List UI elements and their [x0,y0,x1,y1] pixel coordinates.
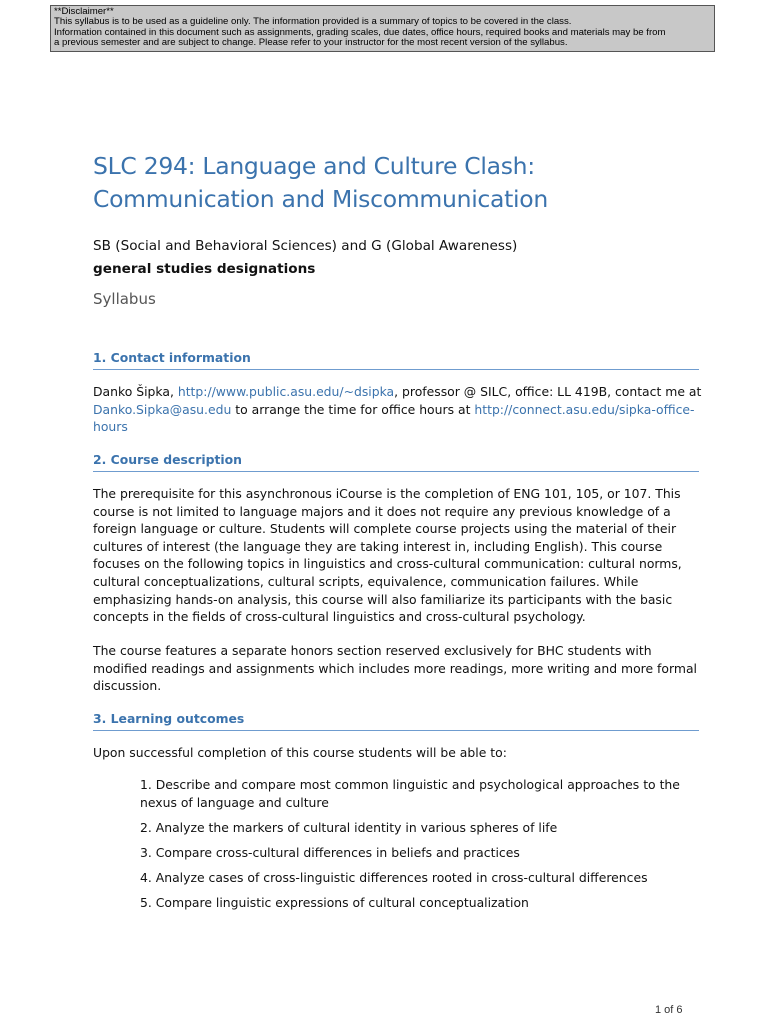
subtitle-line-1: SB (Social and Behavioral Sciences) and G (Global Awareness) [93,238,518,254]
section-heading-description: 2. Course description [93,451,699,472]
title-line-2: Communication and Miscommunication [93,185,548,213]
title-line-1: SLC 294: Language and Culture Clash: [93,152,535,180]
list-item: 1. Describe and compare most common linguistic and psychological approaches to the nexus of language and culture [140,777,680,810]
disclaimer-line: Information contained in this document such as assignments, grading scales, due dates, office hours, required books and materials may be from [54,27,666,38]
description-paragraph-1: The prerequisite for this asynchronous iCourse is the completion of ENG 101, 105, or 107. This course is not limited to language majors and it does not require any previous knowledge of a foreign language or culture. Students will complete course projects using the material of their cultures of interest (the language they are taking interest in, including English). This course focuses on the following topics in linguistics and cross-cultural communication: cultural norms, cultural conceptualizations, cultural scripts, equivalence, communication failures. While emphasizing hands-on analysis, this course will also familiarize its participants with the basic concepts in the fields of cross-cultural linguistics and cross-cultural psychology. [93,486,682,625]
description-paragraph-2: The course features a separate honors section reserved exclusively for BHC students with modified readings and assignments which includes more readings, more writing and more formal discussion. [93,643,697,694]
disclaimer-line: This syllabus is to be used as a guideline only. The information provided is a summary of topics to be covered in the class. [54,17,572,28]
document-title [93,150,733,216]
disclaimer-line: **Disclaimer** [54,7,114,17]
contact-text: to arrange the time for office hours at [231,401,475,417]
email-link[interactable]: Danko.Sipka@asu.edu [93,401,232,417]
section-heading-contact: 1. Contact information [93,349,699,370]
list-item: 3. Compare cross-cultural differences in beliefs and practices [140,844,520,860]
instructor-name: Danko Šipka, [93,384,178,399]
document-type: Syllabus [93,290,156,308]
document-subtitle [93,235,713,281]
section-heading-outcomes: 3. Learning outcomes [93,710,699,731]
contact-text: , professor @ SILC, office: LL 419B, contact me at [394,384,702,399]
list-item: 5. Compare linguistic expressions of cultural conceptualization [140,894,529,910]
list-item: 2. Analyze the markers of cultural identity in various spheres of life [140,819,558,835]
outcomes-intro: Upon successful completion of this course students will be able to: [93,745,507,760]
page-indicator: 1 of 6 [655,1004,683,1016]
contact-paragraph [93,383,705,436]
homepage-link[interactable]: http://www.public.asu.edu/~dsipka [177,384,395,399]
outcomes-list [140,776,700,919]
list-item: 4. Analyze cases of cross-linguistic differences rooted in cross-cultural differences [140,869,648,885]
office-hours-link[interactable]: http://connect.asu.edu/sipka-office-hours [93,401,695,435]
disclaimer-box [50,5,715,52]
disclaimer-line: a previous semester and are subject to change. Please refer to your instructor for the most recent version of the syllabus. [54,38,568,49]
subtitle-line-2: general studies designations [93,261,316,277]
